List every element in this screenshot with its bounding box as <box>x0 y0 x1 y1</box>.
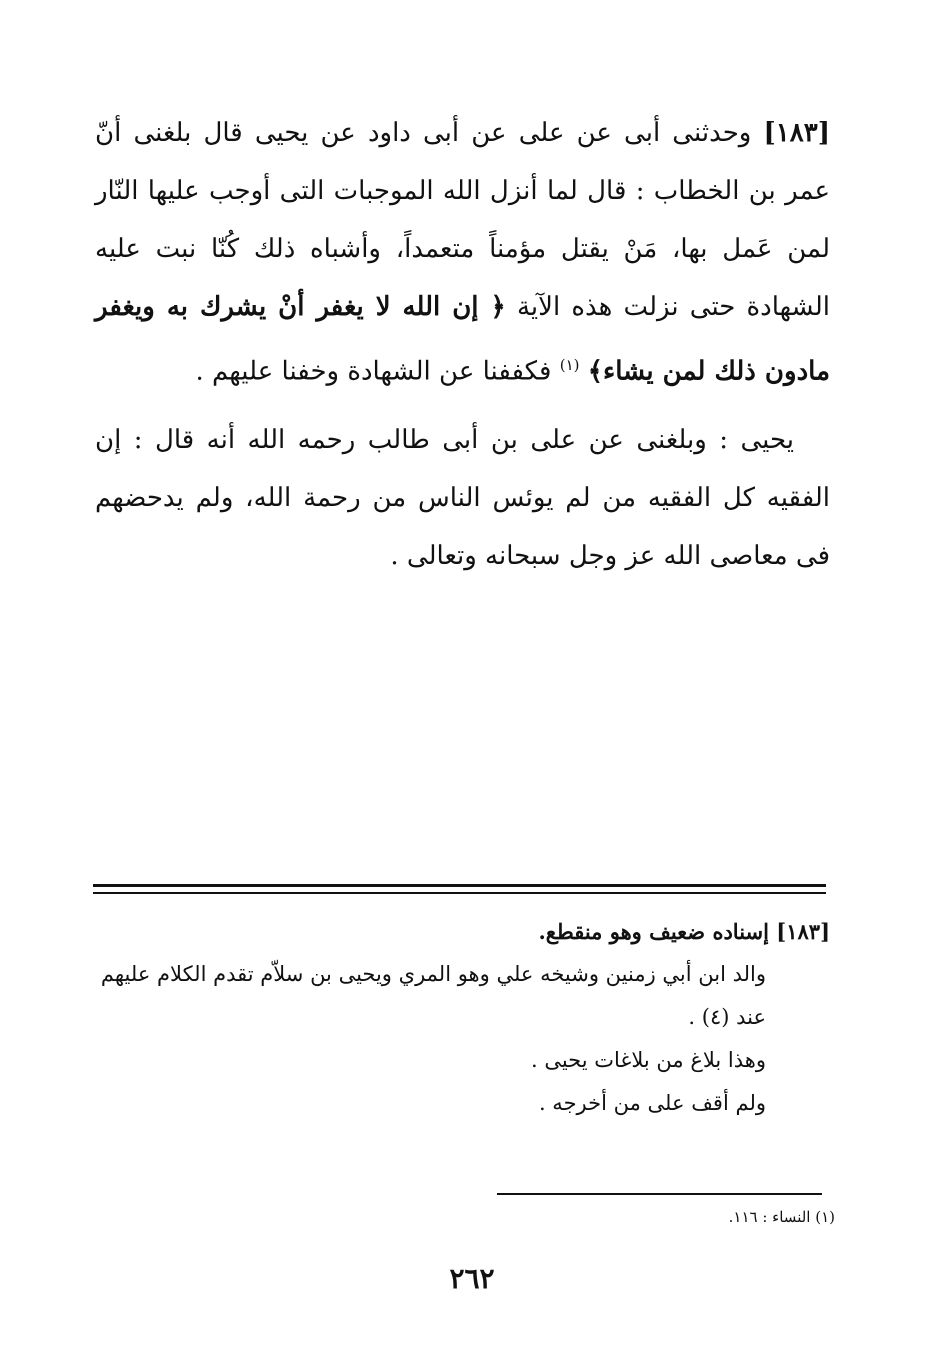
footnote-ref: (١) <box>559 356 580 374</box>
quran-verse: ﴿ إن الله لا يغفر أنْ يشرك به ويغفر مادون ذلك لمن يشاء﴾ <box>95 292 830 387</box>
notes-line-2: وهذا بلاغ من بلاغات يحيى . <box>530 1048 766 1072</box>
notes-heading: [١٨٣] إسناده ضعيف وهو منقطع. <box>538 919 830 944</box>
paragraph-183 <box>95 104 830 401</box>
paragraph-yahya: يحيى : وبلغنى عن على بن أبى طالب رحمه الله أنه قال : إن الفقيه كل الفقيه من لم يوئس الناس من رحمة الله، ولم يدحضهم فى معاصى الله عز وجل سبحانه وتعالى . <box>95 424 830 571</box>
paragraph-text-a: وحدثنى أبى عن على عن أبى داود عن يحيى قال بلغنى أنّ عمر بن الخطاب : قال لما أنزل الله الموجبات التى أوجب عليها النّار لمن عَمل بها، مَنْ يقتل مؤمناً متعمداً، وأشباه ذلك كُنّا نبت عليه الشهادة حتى نزلت هذه الآية <box>95 118 831 322</box>
notes-line-3: ولم أقف على من أخرجه . <box>538 1091 766 1115</box>
footnote-divider <box>497 1193 822 1195</box>
main-text <box>95 104 830 595</box>
paragraph-text-b: فكففنا عن الشهادة وخفنا عليهم . <box>195 356 560 387</box>
hadith-number: [١٨٣] <box>763 118 830 148</box>
footnote: (١) النساء : ١١٦. <box>728 1208 835 1226</box>
notes-line-1: والد ابن أبي زمنين وشيخه علي وهو المري ويحيى بن سلاّم تقدم الكلام عليهم عند (٤) . <box>100 962 766 1029</box>
page-number: ٢٦٢ <box>449 1262 495 1295</box>
commentary-notes <box>95 910 830 1125</box>
notes-divider <box>93 884 826 894</box>
